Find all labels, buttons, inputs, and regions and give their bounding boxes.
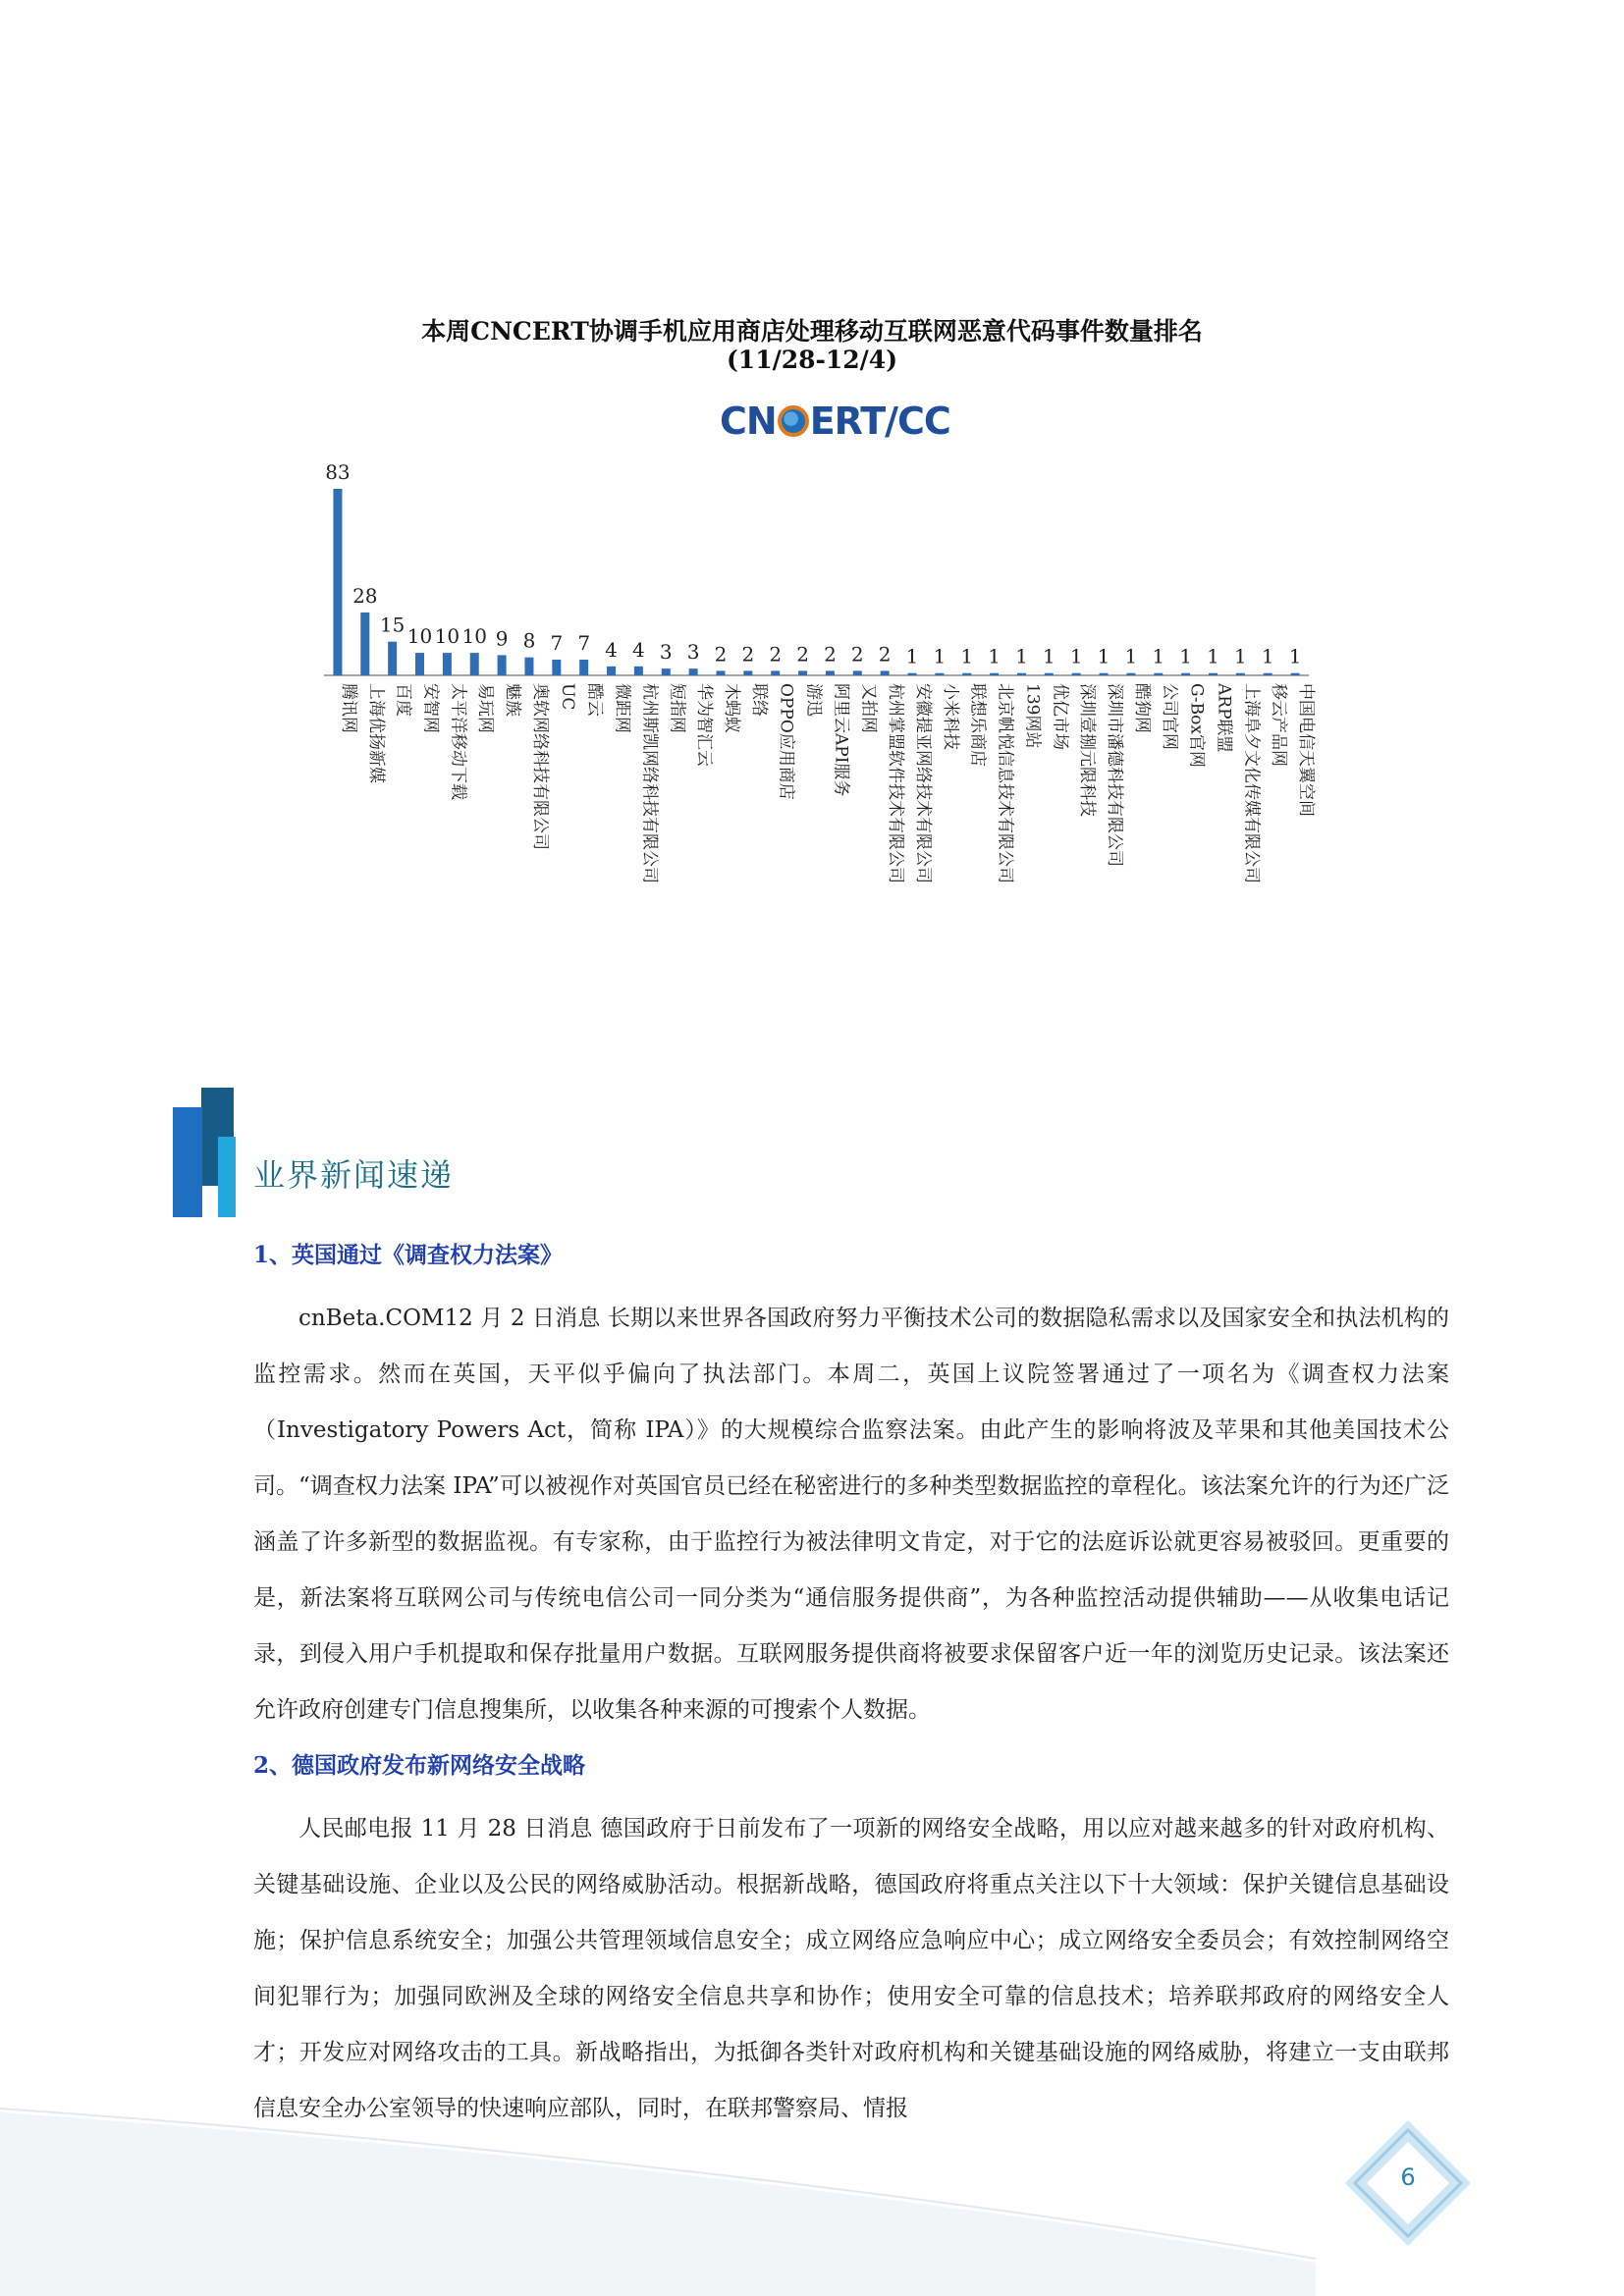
bar bbox=[1154, 673, 1163, 675]
category-label: G-Box官网 bbox=[1186, 683, 1207, 768]
category-label: 安徽提亚网络技术有限公司 bbox=[913, 683, 934, 883]
category-label: 安智网 bbox=[420, 683, 441, 733]
category-label: 游迅 bbox=[803, 683, 824, 717]
data-label: 1 bbox=[1233, 644, 1247, 668]
category-label: 阿里云API服务 bbox=[831, 683, 851, 797]
section-heading: 业界新闻速递 bbox=[253, 1156, 455, 1194]
bar bbox=[498, 655, 507, 675]
article-1-body: cnBeta.COM12 月 2 日消息 长期以来世界各国政府努力平衡技术公司的数据隐私需求以及国家安全和执法机构的监控需求。然而在英国，天平似乎偏向了执法部门。本周二，英国上议院签署通过了一项名为《调查权力法案（Investigatory Powers Act，简称 IPA）》的大规模综合监察法案。由此产生的影响将波及苹果和其他美国技术公司。“调查权力法案 IPA”可以被视作对英国官员已经在秘密进行的多种类型数据监控的章程化。该法案允许的行为还广泛涵盖了许多新型的数据监视。有专家称，由于监控行为被法律明文肯定，对于它的法庭诉讼就更容易被驳回。更重要的是，新法案将互联网公司与传统电信公司一同分类为“通信服务提供商”，为各种监控活动提供辅助——从收集电话记录，到侵入用户手机提取和保存批量用户数据。互联网服务提供商将被要求保留客户近一年的浏览历史记录。该法案还允许政府创建专门信息搜集所，以收集各种来源的可搜索个人数据。 bbox=[253, 1306, 1449, 1723]
category-label: 139网站 bbox=[1022, 683, 1043, 749]
data-label: 10 bbox=[461, 624, 487, 649]
data-label: 2 bbox=[714, 642, 728, 667]
category-label: 酷狗网 bbox=[1131, 683, 1152, 733]
category-label: 联想乐商店 bbox=[967, 683, 988, 767]
bar bbox=[962, 673, 971, 675]
data-label: 8 bbox=[522, 628, 536, 653]
data-label: 2 bbox=[878, 642, 892, 667]
bar bbox=[1291, 673, 1300, 675]
article-2-body: 人民邮电报 11 月 28 日消息 德国政府于日前发布了一项新的网络安全战略，用以应对越来越多的针对政府机构、关键基础设施、企业以及公民的网络威胁活动。根据新战略，德国政府将重点关注以下十大领域：保护关键信息基础设施；保护信息系统安全；加强公共管理领域信息安全；成立网络应急响应中心；成立网络安全委员会；有效控制网络空间犯罪行为；加强同欧洲及全球的网络安全信息共享和协作；使用安全可靠的信息技术；培养联邦政府的网络安全人才；开发应对网络攻击的工具。新战略指出，为抵御各类针对政府机构和关键基础设施的网络威胁，将建立一支由联邦信息安全办公室领导的快速响应部队，同时，在联邦警察局、情报 bbox=[253, 1816, 1449, 2121]
bar bbox=[1264, 673, 1272, 675]
data-label: 1 bbox=[960, 644, 974, 668]
bar bbox=[1017, 673, 1026, 675]
data-label: 10 bbox=[434, 624, 460, 649]
data-label: 2 bbox=[850, 642, 864, 667]
bar bbox=[662, 668, 671, 675]
bar bbox=[360, 613, 369, 675]
data-label: 1 bbox=[1015, 644, 1028, 668]
data-label: 2 bbox=[824, 642, 837, 667]
data-label: 9 bbox=[495, 626, 509, 651]
data-label: 2 bbox=[796, 642, 809, 667]
bar bbox=[607, 667, 616, 675]
category-label: 又拍网 bbox=[858, 683, 879, 733]
data-label: 83 bbox=[325, 460, 351, 484]
category-label: 易玩网 bbox=[475, 683, 496, 733]
category-label: 短指网 bbox=[667, 683, 687, 733]
category-label: 杭州斯凯网络科技有限公司 bbox=[639, 683, 660, 883]
category-label: 腾讯网 bbox=[338, 683, 358, 733]
article-2-title: 2、德国政府发布新网络安全战略 bbox=[253, 1752, 586, 1779]
bar bbox=[552, 660, 561, 675]
bar bbox=[798, 670, 807, 675]
category-label: 上海阜夕文化传媒有限公司 bbox=[1241, 683, 1262, 883]
bar bbox=[634, 667, 643, 675]
data-label: 1 bbox=[988, 644, 1001, 668]
data-label: 3 bbox=[686, 640, 700, 665]
data-label: 15 bbox=[379, 613, 406, 637]
page-number: 6 bbox=[1400, 2163, 1416, 2191]
data-label: 4 bbox=[632, 637, 645, 662]
bar bbox=[579, 660, 588, 675]
data-label: 7 bbox=[550, 630, 564, 655]
data-label: 2 bbox=[769, 642, 783, 667]
bar bbox=[524, 658, 533, 675]
data-label: 2 bbox=[741, 642, 755, 667]
data-label: 1 bbox=[1069, 644, 1083, 668]
bar bbox=[1126, 673, 1135, 675]
bar bbox=[333, 489, 342, 675]
bar bbox=[935, 673, 944, 675]
bar bbox=[1072, 673, 1081, 675]
category-label: 百度 bbox=[393, 683, 413, 717]
data-label: 1 bbox=[1261, 644, 1274, 668]
category-label: 魅族 bbox=[503, 683, 523, 717]
data-label: 28 bbox=[352, 583, 378, 608]
category-label: 联络 bbox=[748, 683, 769, 717]
bar bbox=[853, 670, 862, 675]
category-label: 奥软网络科技有限公司 bbox=[529, 683, 550, 850]
data-label: 1 bbox=[1042, 644, 1056, 668]
bar bbox=[743, 670, 752, 675]
category-label: 木蚂蚁 bbox=[721, 683, 741, 733]
category-label: 太平洋移动下载 bbox=[448, 683, 468, 800]
category-label: 华为智汇云 bbox=[694, 683, 715, 767]
article-1-title: 1、英国通过《调查权力法案》 bbox=[253, 1242, 564, 1268]
category-label: 酷云 bbox=[584, 683, 605, 717]
bar bbox=[881, 670, 890, 675]
bar bbox=[1236, 673, 1245, 675]
bar bbox=[443, 653, 452, 675]
category-label: 上海优扬新媒 bbox=[365, 683, 386, 783]
data-label: 1 bbox=[1124, 644, 1138, 668]
bar bbox=[716, 670, 725, 675]
bar-chart bbox=[0, 0, 1624, 982]
data-label: 3 bbox=[659, 640, 673, 665]
data-label: 1 bbox=[905, 644, 919, 668]
section-decor-blue bbox=[173, 1107, 202, 1217]
category-label: 中国电信天翼空间 bbox=[1296, 683, 1317, 817]
bar bbox=[1181, 673, 1190, 675]
category-label: 北京帆悦信息技术有限公司 bbox=[995, 683, 1015, 883]
bar bbox=[771, 670, 780, 675]
bar bbox=[908, 673, 917, 675]
category-label: 优亿市场 bbox=[1050, 683, 1070, 750]
data-label: 1 bbox=[1207, 644, 1219, 668]
bar bbox=[689, 668, 698, 675]
data-label: 1 bbox=[1179, 644, 1192, 668]
bar bbox=[388, 642, 397, 675]
bar bbox=[470, 653, 479, 675]
chart-title: 本周CNCERT协调手机应用商店处理移动互联网恶意代码事件数量排名 bbox=[421, 317, 1203, 346]
section-decor-light bbox=[218, 1137, 236, 1217]
data-label: 4 bbox=[605, 637, 618, 662]
data-label: 7 bbox=[577, 630, 591, 655]
category-label: 深圳壹捌元限科技 bbox=[1077, 683, 1098, 817]
data-label: 1 bbox=[1288, 644, 1302, 668]
category-label: 深圳市潘德科技有限公司 bbox=[1105, 683, 1125, 867]
bar bbox=[990, 673, 999, 675]
bar bbox=[1100, 673, 1109, 675]
cncert-logo: CN ERT/CC bbox=[720, 400, 950, 443]
bar bbox=[415, 653, 424, 675]
bar bbox=[1045, 673, 1054, 675]
category-label: 杭州掌盟软件技术有限公司 bbox=[886, 683, 906, 883]
data-label: 1 bbox=[1152, 644, 1165, 668]
category-label: 移云产品网 bbox=[1269, 683, 1289, 767]
category-label: 公司官网 bbox=[1159, 683, 1179, 750]
data-label: 1 bbox=[933, 644, 947, 668]
category-label: OPPO应用商店 bbox=[776, 683, 796, 800]
category-label: UC bbox=[557, 683, 577, 711]
data-label: 10 bbox=[406, 624, 433, 649]
bar bbox=[826, 670, 835, 675]
category-label: 小米科技 bbox=[940, 683, 960, 750]
chart-subtitle: (11/28-12/4) bbox=[726, 346, 898, 374]
category-label: ARP联盟 bbox=[1214, 683, 1234, 753]
bar bbox=[1209, 673, 1218, 675]
category-label: 微距网 bbox=[612, 683, 632, 733]
data-label: 1 bbox=[1097, 644, 1110, 668]
